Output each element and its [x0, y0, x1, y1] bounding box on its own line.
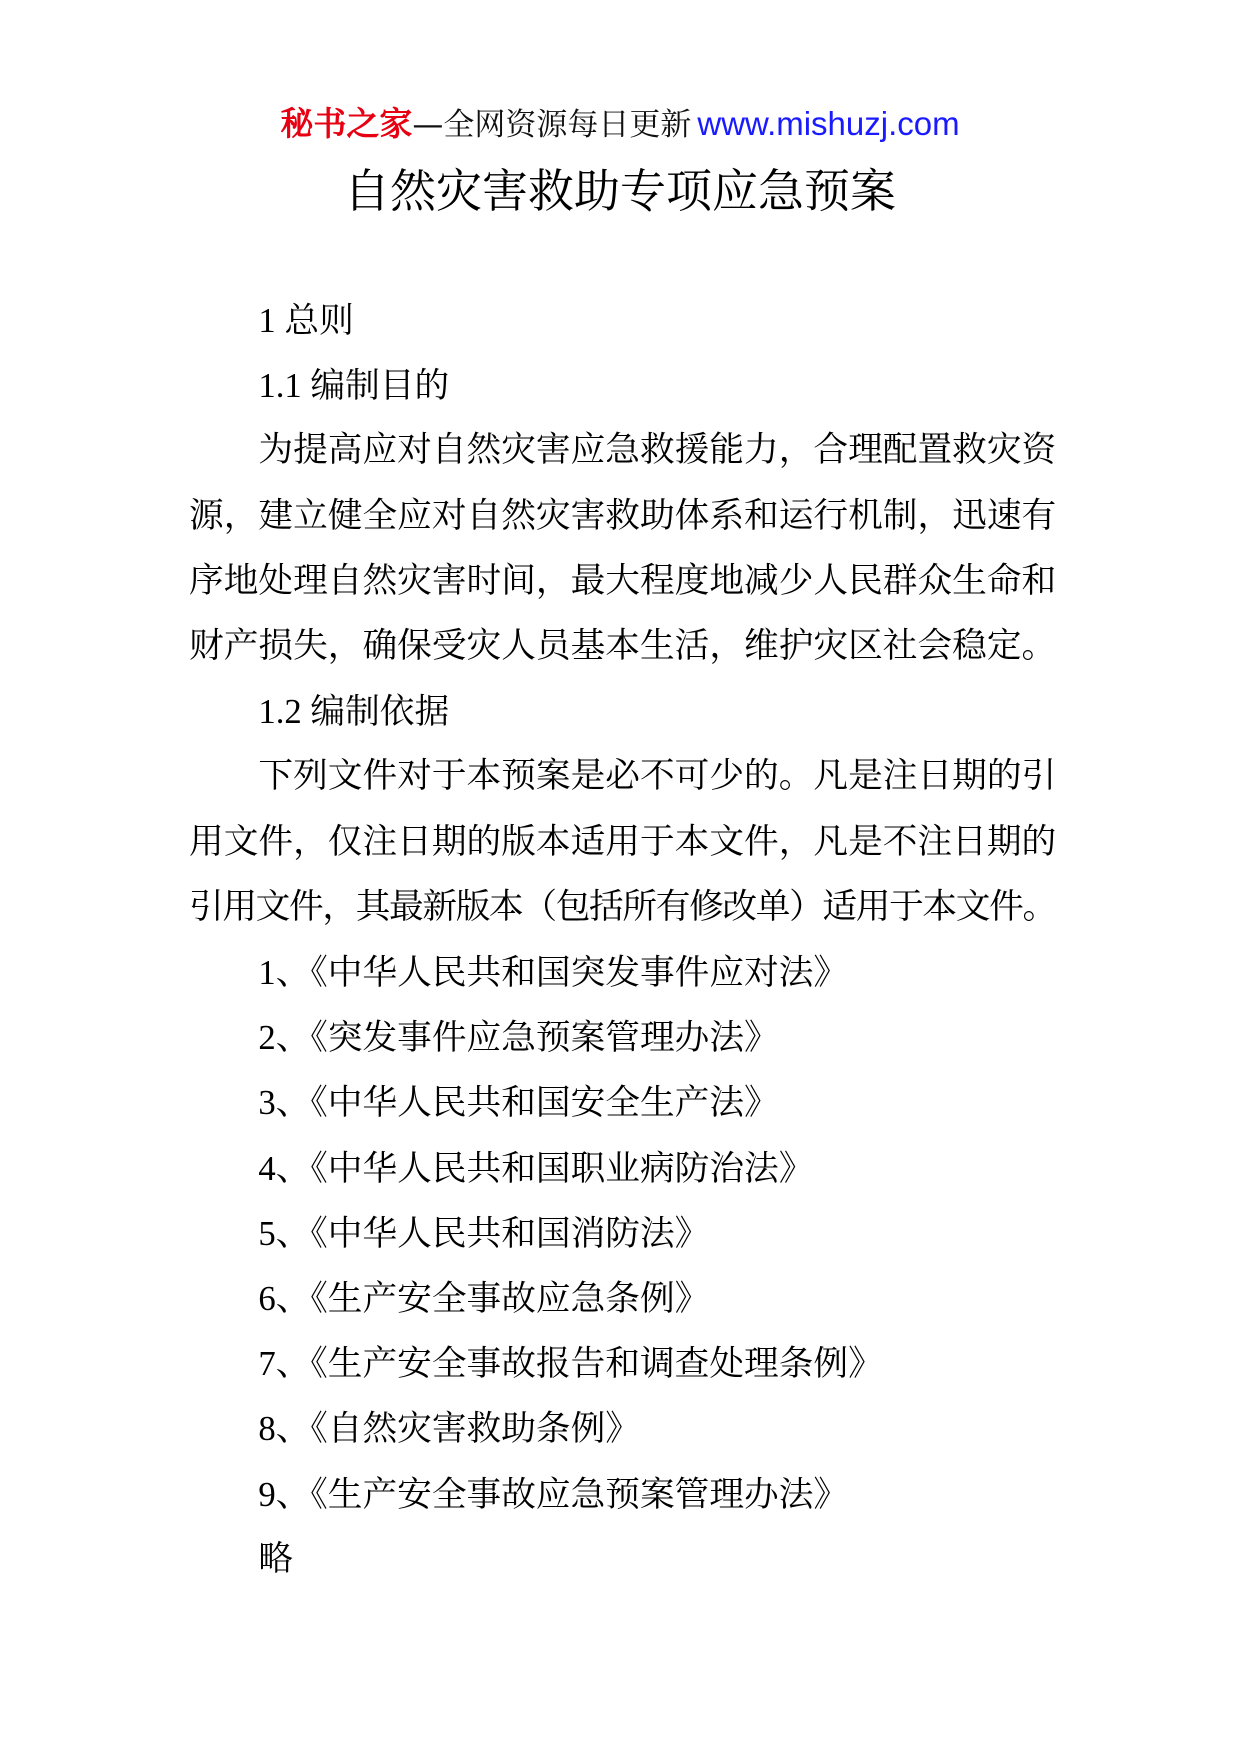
site-banner	[0, 104, 1240, 150]
reference-item: 9、《生产安全事故应急预案管理办法》	[258, 1474, 849, 1514]
reference-list	[189, 940, 1057, 1527]
paragraph-line: 下列文件对于本预案是必不可少的。凡是注日期的引	[258, 756, 1057, 797]
reference-item: 7、《生产安全事故报告和调查处理条例》	[258, 1344, 883, 1384]
document-body	[189, 288, 1057, 1592]
omitted-marker: 略	[258, 1538, 294, 1579]
paragraph-line: 源，建立健全应对自然灾害救助体系和运行机制，迅速有	[189, 495, 1057, 536]
site-tagline: —全网资源每日更新	[412, 107, 692, 143]
site-url: www.mishuzj.com	[697, 105, 960, 142]
paragraph-line: 财产损失，确保受灾人员基本生活，维护灾区社会稳定。	[189, 626, 1057, 667]
section-heading-basis: 1.2 编制依据	[258, 692, 450, 732]
purpose-paragraph	[189, 418, 1057, 679]
reference-item: 5、《中华人民共和国消防法》	[258, 1213, 710, 1253]
reference-item: 1、《中华人民共和国突发事件应对法》	[258, 953, 849, 993]
section-heading-general: 1 总则	[258, 301, 354, 340]
paragraph-line: 引用文件，其最新版本（包括所有修改单）适用于本文件。	[189, 886, 1056, 927]
document-title: 自然灾害救助专项应急预案	[344, 164, 896, 218]
reference-item: 8、《自然灾害救助条例》	[258, 1409, 640, 1449]
section-heading-purpose: 1.1 编制目的	[258, 366, 450, 406]
reference-item: 4、《中华人民共和国职业病防治法》	[258, 1148, 814, 1188]
site-brand: 秘书之家	[280, 104, 413, 143]
paragraph-line: 序地处理自然灾害时间，最大程度地减少人民群众生命和	[189, 560, 1057, 601]
basis-paragraph	[189, 744, 1057, 940]
paragraph-line: 用文件，仅注日期的版本适用于本文件，凡是不注日期的	[189, 821, 1057, 862]
reference-item: 2、《突发事件应急预案管理办法》	[258, 1018, 779, 1058]
reference-item: 6、《生产安全事故应急条例》	[258, 1279, 710, 1319]
paragraph-line: 为提高应对自然灾害应急救援能力，合理配置救灾资	[258, 430, 1057, 471]
reference-item: 3、《中华人民共和国安全生产法》	[258, 1083, 779, 1123]
